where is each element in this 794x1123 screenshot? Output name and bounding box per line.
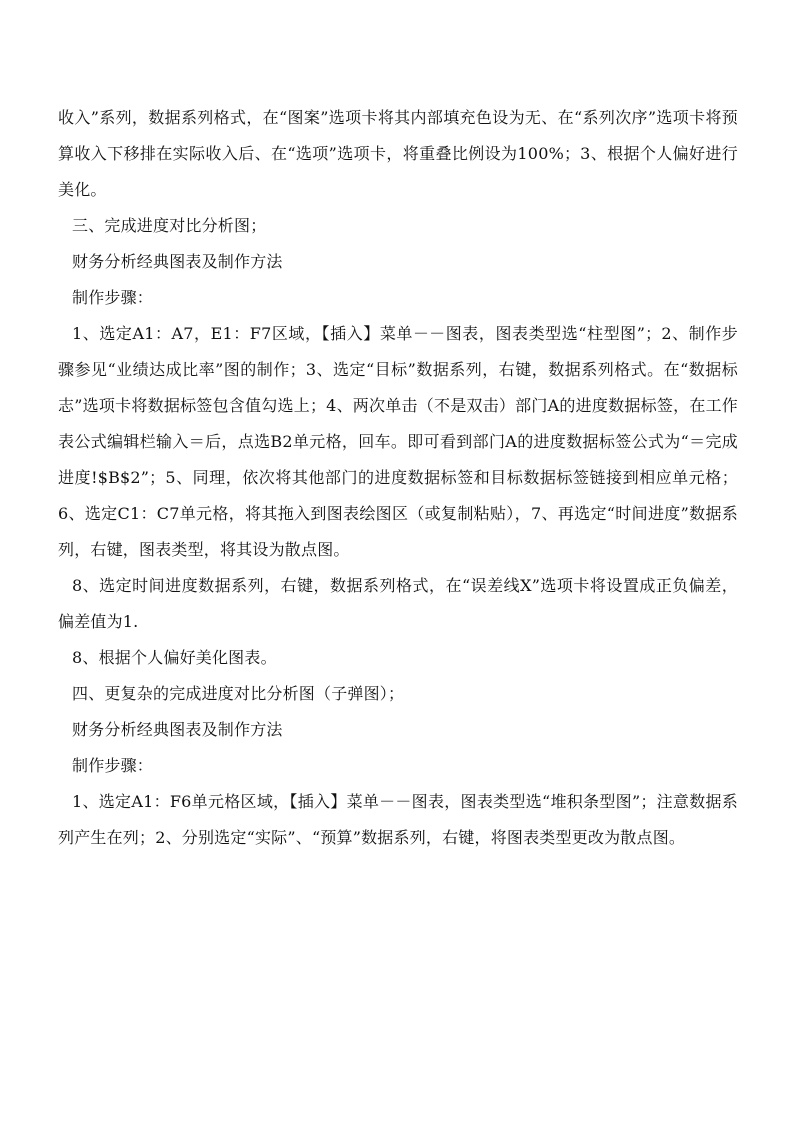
section-heading-3: 三、完成进度对比分析图； <box>72 216 267 235</box>
paragraph-continuation: 收入”系列，数据系列格式，在“图案”选项卡将其内部填充色设为无、在“系列次序”选项卡将预算收入下移排在实际收入后、在“选项”选项卡，将重叠比例设为100%；3、根据个人偏好进行美化。 <box>58 108 738 199</box>
document-body <box>58 100 738 856</box>
steps-paragraph: 1、选定A1：A7，E1：F7区域，【插入】菜单－－图表，图表类型选“柱型图”；2、制作步骤参见“业绩达成比率”图的制作；3、选定“目标”数据系列，右键，数据系列格式。在“数据标志”选项卡将数据标签包含值勾选上；4、两次单击（不是双击）部门A的进度数据标签，在工作表公式编辑栏输入＝后，点选B2单元格，回车。即可看到部门A的进度数据标签公式为“＝完成进度!$B$2”；5、同理，依次将其他部门的进度数据标签和目标数据标签链接到相应单元格；6、选定C1：C7单元格，将其拖入到图表绘图区（或复制粘贴），7、再选定“时间进度”数据系列，右键，图表类型，将其设为散点图。 <box>58 324 738 559</box>
section-heading-4: 四、更复杂的完成进度对比分析图（子弹图）； <box>72 684 405 703</box>
step-8-beautify: 8、根据个人偏好美化图表。 <box>72 648 277 667</box>
steps-heading-2: 制作步骤： <box>72 756 154 775</box>
subtitle-chart-methods-2: 财务分析经典图表及制作方法 <box>72 720 283 739</box>
steps-paragraph-2: 1、选定A1：F6单元格区域，【插入】菜单－－图表，图表类型选“堆积条型图”；注意数据系列产生在列；2、分别选定“实际”、“预算”数据系列，右键，将图表类型更改为散点图。 <box>58 792 738 847</box>
steps-heading: 制作步骤： <box>72 288 154 307</box>
subtitle-chart-methods: 财务分析经典图表及制作方法 <box>72 252 283 271</box>
step-8-error-bars: 8、选定时间进度数据系列，右键，数据系列格式，在“误差线X”选项卡将设置成正负偏差，偏差值为1. <box>58 576 738 631</box>
